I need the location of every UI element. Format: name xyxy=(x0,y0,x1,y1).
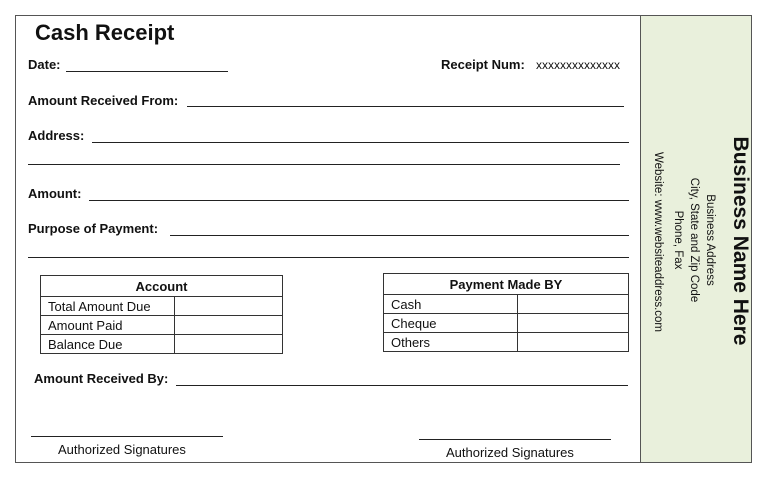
address-label: Address: xyxy=(28,128,85,143)
amount-paid-cell[interactable] xyxy=(175,316,283,335)
receipt-num-label: Receipt Num: xyxy=(441,57,525,72)
cheque-cell[interactable] xyxy=(518,314,629,333)
business-name: Business Name Here xyxy=(729,136,752,346)
table-row xyxy=(384,314,629,333)
purpose-field-line-2[interactable] xyxy=(28,257,629,258)
payment-table xyxy=(383,273,629,352)
table-row xyxy=(384,333,629,352)
signature-line-left[interactable] xyxy=(31,436,223,437)
account-table xyxy=(40,275,283,354)
table-cell-label: Amount Paid xyxy=(41,316,175,335)
table-cell-label: Total Amount Due xyxy=(41,297,175,316)
others-cell[interactable] xyxy=(518,333,629,352)
receipt-title: Cash Receipt xyxy=(35,20,175,45)
amount-label: Amount: xyxy=(28,186,82,201)
business-website[interactable]: Website: www.websiteaddress.com xyxy=(652,151,664,333)
receipt-num-value: xxxxxxxxxxxxxx xyxy=(536,58,620,72)
receipt-form xyxy=(15,15,640,463)
table-row xyxy=(41,297,283,316)
signature-line-right[interactable] xyxy=(419,439,611,440)
business-city: City, State and Zip Code xyxy=(688,177,700,303)
table-cell-label: Cheque xyxy=(384,314,518,333)
received-by-label: Amount Received By: xyxy=(34,371,169,386)
business-address: Business Address xyxy=(704,194,716,286)
payment-table-header: Payment Made BY xyxy=(384,274,629,295)
total-amount-due-cell[interactable] xyxy=(175,297,283,316)
balance-due-cell[interactable] xyxy=(175,335,283,354)
table-row xyxy=(41,335,283,354)
cash-cell[interactable] xyxy=(518,295,629,314)
signature-caption-right: Authorized Signatures xyxy=(446,445,574,460)
table-row xyxy=(41,316,283,335)
address-field-line-2[interactable] xyxy=(28,164,620,165)
purpose-field[interactable] xyxy=(170,235,629,236)
amount-field[interactable] xyxy=(89,200,629,201)
date-label: Date: xyxy=(28,57,61,72)
table-cell-label: Others xyxy=(384,333,518,352)
purpose-label: Purpose of Payment: xyxy=(28,221,159,236)
date-field[interactable] xyxy=(66,71,228,72)
signature-caption-left: Authorized Signatures xyxy=(58,442,186,457)
received-from-field[interactable] xyxy=(187,106,624,107)
received-by-field[interactable] xyxy=(176,385,628,386)
business-phone: Phone, Fax xyxy=(672,210,684,270)
table-cell-label: Cash xyxy=(384,295,518,314)
received-from-label: Amount Received From: xyxy=(28,93,179,108)
table-cell-label: Balance Due xyxy=(41,335,175,354)
account-table-header: Account xyxy=(41,276,283,297)
table-row xyxy=(384,295,629,314)
address-field[interactable] xyxy=(92,142,629,143)
